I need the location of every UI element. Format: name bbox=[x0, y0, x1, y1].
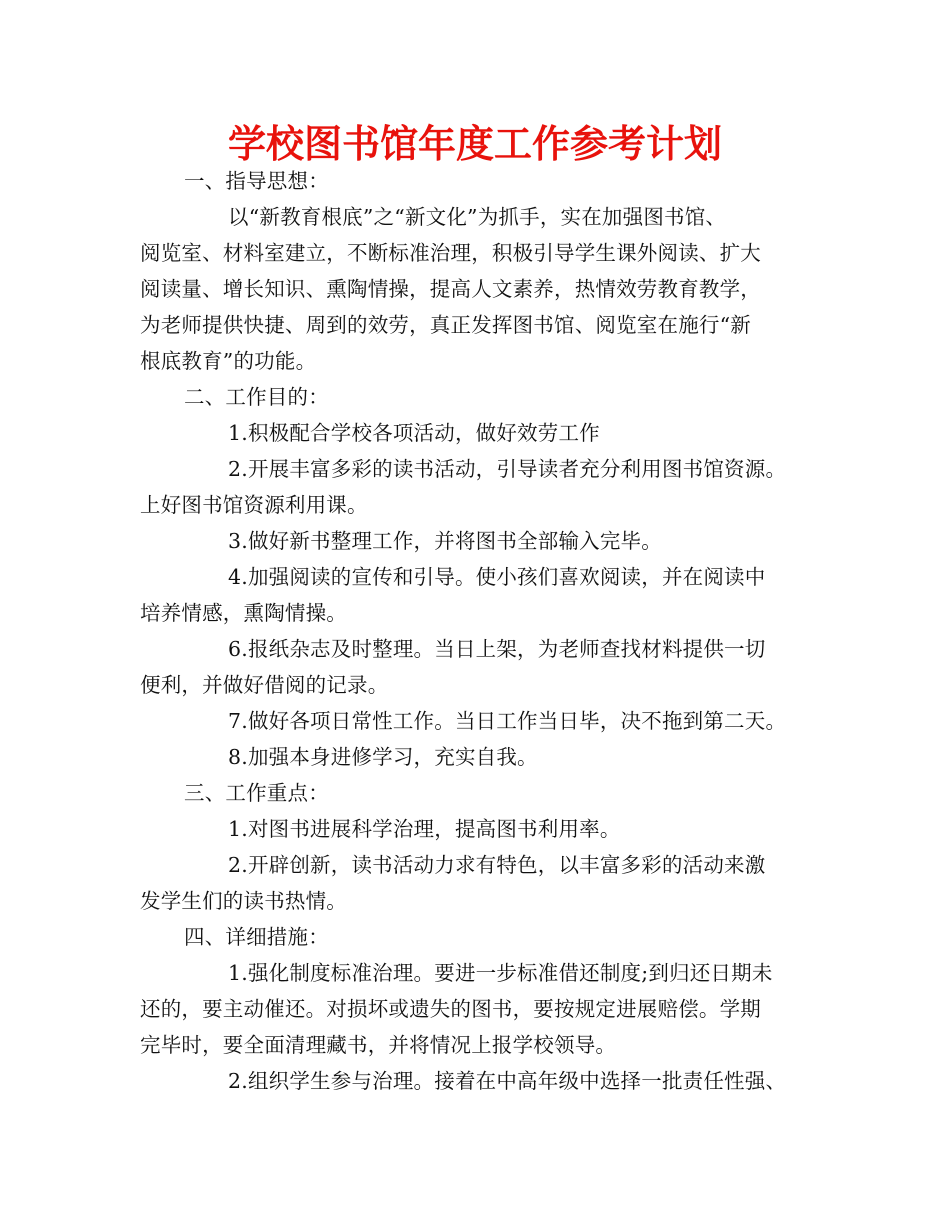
list-item-line: 4.加强阅读的宣传和引导。使小孩们喜欢阅读，并在阅读中 bbox=[228, 565, 766, 589]
paragraph-line: 阅览室、材料室建立，不断标准治理，积极引导学生课外阅读、扩大 bbox=[140, 241, 761, 265]
list-item-line: 便利，并做好借阅的记录。 bbox=[140, 673, 389, 697]
list-item-line: 2.开展丰富多彩的读书活动，引导读者充分利用图书馆资源。 bbox=[228, 457, 787, 481]
paragraph-line: 阅读量、增长知识、熏陶情操，提高人文素养，热情效劳教育教学， bbox=[140, 277, 761, 301]
list-item-line: 上好图书馆资源利用课。 bbox=[140, 493, 368, 517]
document-title: 学校图书馆年度工作参考计划 bbox=[227, 122, 722, 166]
section-heading-guiding-thought: 一、指导思想： bbox=[184, 169, 329, 193]
section-heading-work-focus: 三、工作重点： bbox=[184, 781, 329, 805]
list-item-line: 发学生们的读书热情。 bbox=[140, 889, 347, 913]
list-item-line: 1.对图书进展科学治理，提高图书利用率。 bbox=[228, 817, 621, 841]
list-item-line: 1.强化制度标准治理。要进一步标准借还制度;到归还日期未 bbox=[228, 961, 773, 985]
list-item-line: 6.报纸杂志及时整理。当日上架，为老师查找材料提供一切 bbox=[228, 637, 766, 661]
list-item-line: 2.开辟创新，读书活动力求有特色，以丰富多彩的活动来激 bbox=[228, 853, 766, 877]
paragraph-line: 以“新教育根底”之“新文化”为抓手，实在加强图书馆、 bbox=[228, 205, 727, 229]
paragraph-line: 根底教育”的功能。 bbox=[140, 349, 317, 373]
list-item-line: 7.做好各项日常性工作。当日工作当日毕，决不拖到第二天。 bbox=[228, 709, 787, 733]
list-item-line: 3.做好新书整理工作，并将图书全部输入完毕。 bbox=[228, 529, 662, 553]
list-item-line: 1.积极配合学校各项活动，做好效劳工作 bbox=[228, 421, 600, 445]
list-item-line: 还的，要主动催还。对损坏或遗失的图书，要按规定进展赔偿。学期 bbox=[140, 997, 761, 1021]
list-item-line: 2.组织学生参与治理。接着在中高年级中选择一批责任性强、 bbox=[228, 1069, 787, 1093]
paragraph-line: 为老师提供快捷、周到的效劳，真正发挥图书馆、阅览室在施行“新 bbox=[140, 313, 751, 337]
list-item-line: 培养情感，熏陶情操。 bbox=[140, 601, 347, 625]
section-heading-measures: 四、详细措施： bbox=[184, 925, 329, 949]
list-item-line: 完毕时，要全面清理藏书，并将情况上报学校领导。 bbox=[140, 1033, 617, 1057]
list-item-line: 8.加强本身进修学习，充实自我。 bbox=[228, 745, 538, 769]
section-heading-work-goals: 二、工作目的： bbox=[184, 385, 329, 409]
